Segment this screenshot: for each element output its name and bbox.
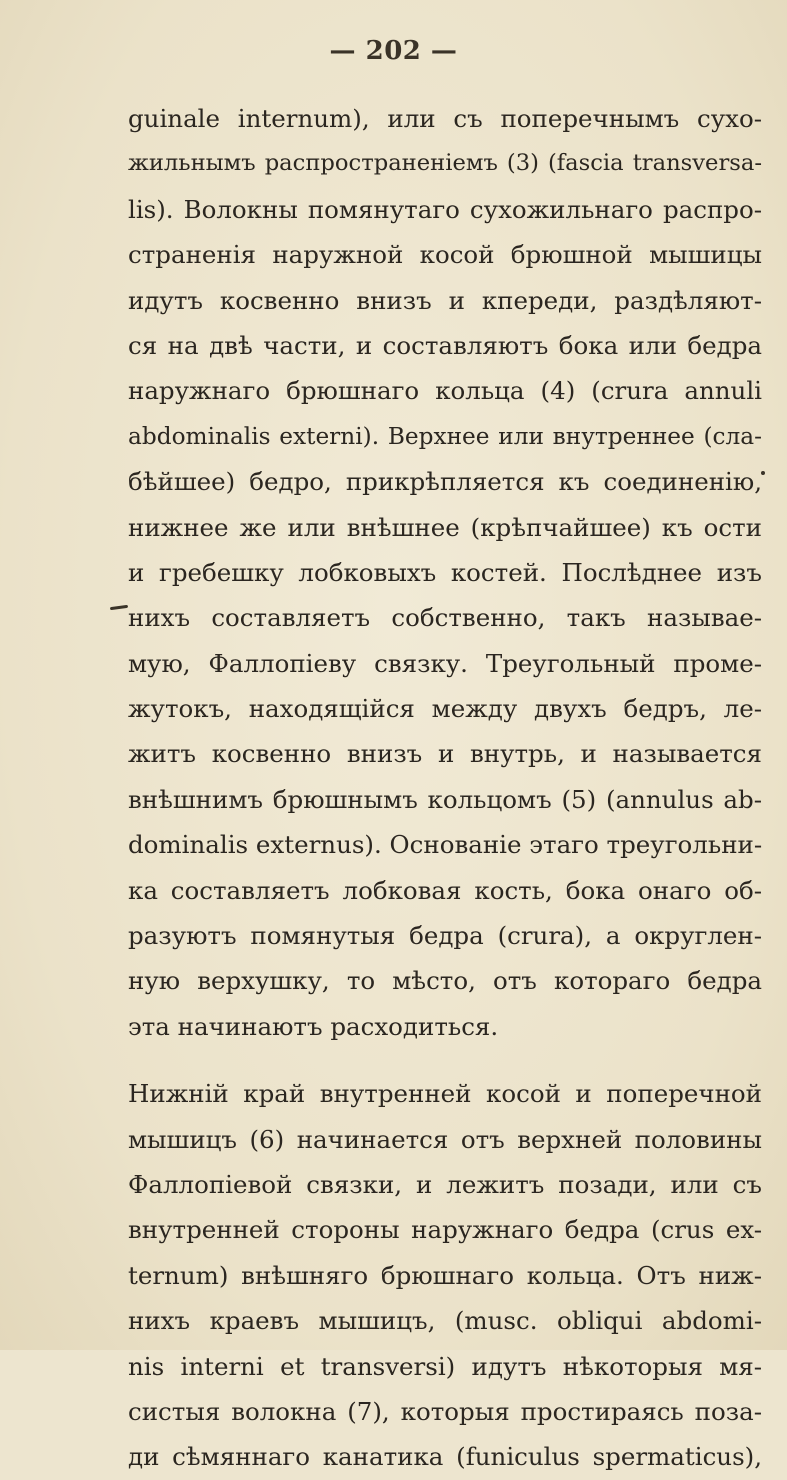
ink-mark [110,605,128,610]
text-line: нихъ краевъ мышицъ, (musc. obliqui abdomi- [128,1306,762,1336]
text-line: Нижній край внутренней косой и поперечной [128,1079,762,1109]
text-line: бѣйшее) бедро, прикрѣпляется къ соединенію, [128,467,762,497]
paragraph-gap [128,1049,762,1071]
text-line: наружнаго брюшнаго кольца (4) (crura annuli [128,376,762,406]
text-line: нижнее же или внѣшнее (крѣпчайшее) къ ости [128,512,762,542]
text-line: идутъ косвенно внизъ и кпереди, раздѣляют- [128,285,762,315]
text-line: внутренней стороны наружнаго бедра (crus ex- [128,1215,762,1245]
paragraph-2 [128,1071,762,1480]
text-line: lis). Волокны помянутаго сухожильнаго распро- [128,194,762,224]
text-line: систыя волокна (7), которыя простираясь поза- [128,1396,762,1426]
text-line: ка составляетъ лобковая кость, бока онаго об- [128,875,762,905]
text-line: ди сѣмяннаго канатика (funiculus spermaticus), [128,1442,762,1472]
text-line: dominalis externus). Основаніе этаго треугольни- [128,830,763,860]
text-line: abdominalis externi). Верхнее или внутреннее (сла- [128,422,762,450]
text-line: мую, Фаллопіеву связку. Треугольный проме- [128,648,762,678]
text-line: нихъ составляетъ собственно, такъ называе- [128,603,762,633]
text-line: ternum) внѣшняго брюшнаго кольца. Отъ ниж- [128,1260,762,1290]
text-line: житъ косвенно внизъ и внутрь, и называется [128,739,762,769]
paragraph-1 [128,96,762,1049]
text-line: nis interni et transversi) идутъ нѣкоторыя мя- [128,1351,762,1381]
text-line: страненія наружной косой брюшной мышицы [128,240,762,270]
page-number: — 202 — [329,36,458,66]
text-line: и гребешку лобковыхъ костей. Послѣднее изъ [128,557,762,587]
text-line: ся на двѣ части, и составляютъ бока или бедра [128,330,762,360]
text-line: жутокъ, находящійся между двухъ бедръ, ле- [128,694,762,724]
body-text [128,96,762,1480]
text-line: guinale internum), или съ поперечнымъ сухо- [128,104,762,133]
text-line: жильнымъ распространеніемъ (3) (fascia transversa- [128,150,762,177]
text-line: внѣшнимъ брюшнымъ кольцомъ (5) (annulus ab- [128,784,762,814]
text-line: эта начинаютъ расходиться. [128,1011,499,1041]
text-line: мышицъ (6) начинается отъ верхней половины [128,1124,762,1154]
text-line: Фаллопіевой связки, и лежитъ позади, или съ [128,1169,762,1199]
text-line: разуютъ помянутыя бедра (crura), а округлен- [128,921,762,951]
text-line: ную верхушку, то мѣсто, отъ котораго бедра [128,966,762,996]
